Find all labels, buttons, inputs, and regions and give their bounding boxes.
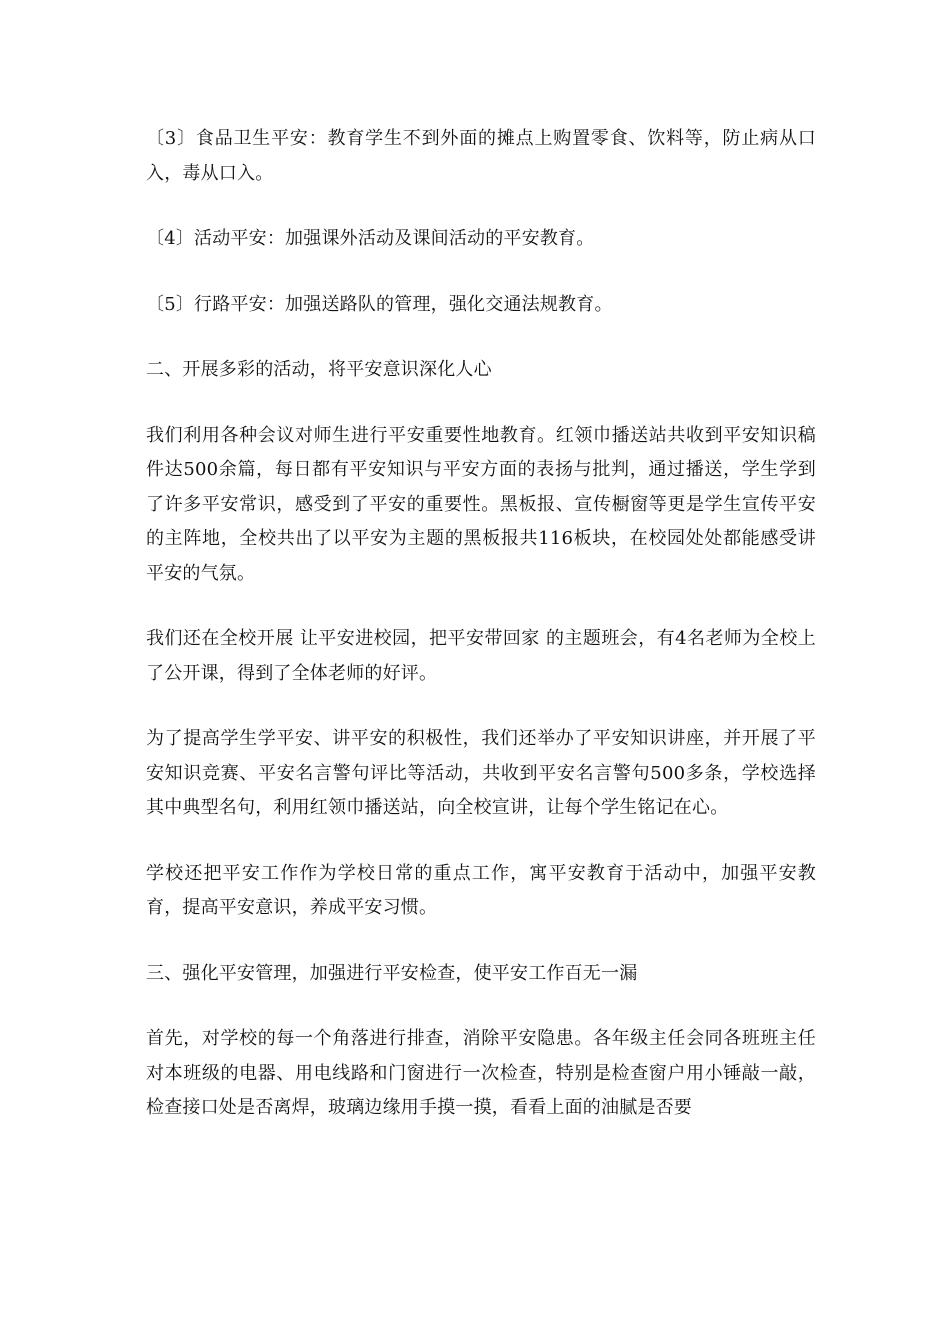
section-heading-3: 三、强化平安管理，加强进行平安检查，使平安工作百无一漏: [146, 962, 638, 984]
paragraph-road-safety: 〔5〕行路平安：加强送路队的管理，强化交通法规教育。: [146, 293, 613, 315]
paragraph-activity-safety: 〔4〕活动平安：加强课外活动及课间活动的平安教育。: [146, 228, 595, 249]
paragraph-daily-work: 学校还把平安工作作为学校日常的重点工作，寓平安教育于活动中，加强平安教育，提高平安意识，养成平安习惯。: [146, 862, 816, 918]
section-heading-2: 二、开展多彩的活动，将平安意识深化人心: [146, 359, 492, 380]
paragraph-food-safety: 〔3〕食品卫生平安：教育学生不到外面的摊点上购置零食、饮料等，防止病从口入，毒从口入。: [146, 128, 816, 184]
paragraph-meetings: 我们利用各种会议对师生进行平安重要性地教育。红领巾播送站共收到平安知识稿件达500余篇，每日都有平安知识与平安方面的表扬与批判，通过播送，学生学到了许多平安常识，感受到了平安的重要性。黑板报、宣传橱窗等更是学生宣传平安的主阵地，全校共出了以平安为主题的黑板报共116板块，在校园处处都能感受讲平安的气氛。: [146, 424, 816, 584]
document-body: [146, 122, 816, 1157]
paragraph-inspection: 首先，对学校的每一个角落进行排查，消除平安隐患。各年级主任会同各班班主任对本班级的电器、用电线路和门窗进行一次检查，特别是检查窗户用小锤敲一敲，检查接口处是否离焊，玻璃边缘用手摸一摸，看看上面的油腻是否要: [146, 1028, 816, 1118]
paragraph-class-meeting: 我们还在全校开展 让平安进校园，把平安带回家 的主题班会，有4名老师为全校上了公开课，得到了全体老师的好评。: [146, 628, 816, 684]
paragraph-knowledge-lecture: 为了提高学生学平安、讲平安的积极性，我们还举办了平安知识讲座，并开展了平安知识竞赛、平安名言警句评比等活动，共收到平安名言警句500多条，学校选择其中典型名句，利用红领巾播送站，向全校宣讲，让每个学生铭记在心。: [146, 728, 816, 818]
